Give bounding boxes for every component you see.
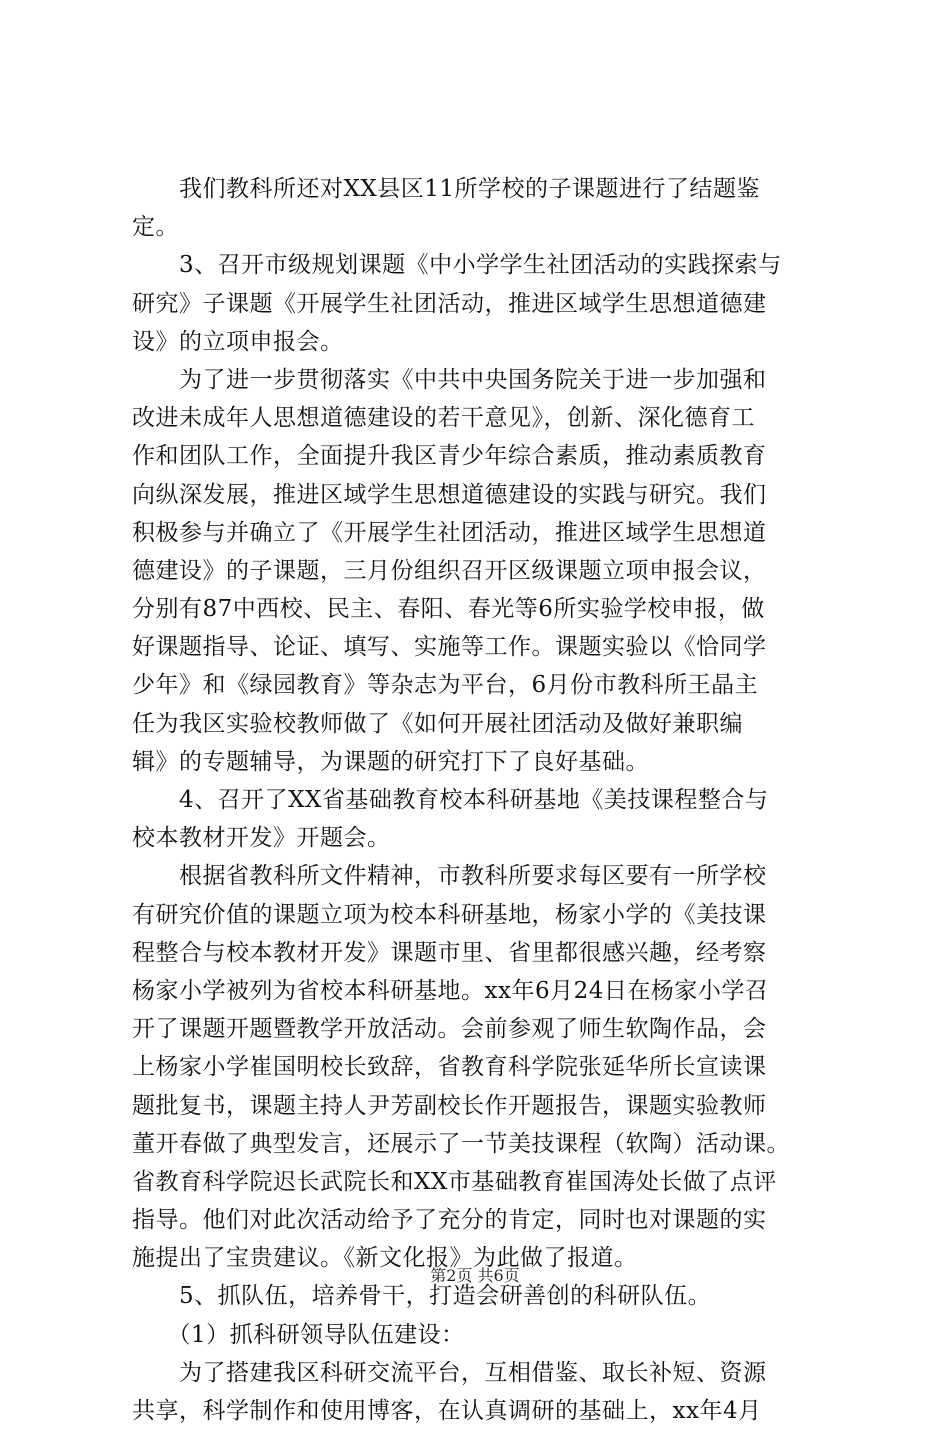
text-line: 校本教材开发》开题会。 bbox=[132, 825, 391, 852]
text-line: 为了搭建我区科研交流平台，互相借鉴、取长补短、资源 bbox=[132, 1359, 767, 1386]
text-line: 设》的立项申报会。 bbox=[132, 328, 344, 355]
text-line: 4、召开了XX省基础教育校本科研基地《美技课程整合与 bbox=[132, 787, 769, 813]
text-line: 5、抓队伍，培养骨干，打造会研善创的科研队伍。 bbox=[132, 1283, 712, 1310]
text-line: 题批复书，课题主持人尹芳副校长作开题报告，课题实验教师 bbox=[132, 1092, 767, 1119]
text-line: 分别有87中西校、民主、春阳、春光等6所实验学校申报，做 bbox=[132, 596, 765, 623]
text-line: 根据省教科所文件精神，市教科所要求每区要有一所学校 bbox=[132, 863, 767, 890]
text-line: （1）抓科研领导队伍建设： bbox=[132, 1321, 465, 1348]
text-line: 任为我区实验校教师做了《如何开展社团活动及做好兼职编 bbox=[132, 710, 743, 737]
text-line: 研究》子课题《开展学生社团活动，推进区域学生思想道德建 bbox=[132, 290, 767, 317]
text-line: 董开春做了典型发言，还展示了一节美技课程（软陶）活动课。 bbox=[132, 1130, 790, 1157]
text-line: 施提出了宝贵建议。《新文化报》为此做了报道。 bbox=[132, 1245, 638, 1272]
text-line: 我们教科所还对XX县区11所学校的子课题进行了结题鉴 bbox=[132, 176, 761, 202]
text-line: 少年》和《绿园教育》等杂志为平台，6月份市教科所王晶主 bbox=[132, 672, 759, 699]
text-line: 作和团队工作，全面提升我区青少年综合素质，推动素质教育 bbox=[132, 443, 767, 470]
text-line: 为了进一步贯彻落实《中共中央国务院关于进一步加强和 bbox=[132, 366, 767, 393]
text-line: 3、召开市级规划课题《中小学学生社团活动的实践探索与 bbox=[132, 252, 782, 279]
text-line: 省教育科学院迟长武院长和XX市基础教育崔国涛处长做了点评 bbox=[132, 1168, 777, 1195]
text-line: 德建设》的子课题，三月份组织召开区级课题立项申报会议， bbox=[132, 557, 767, 584]
page-footer: 第2页 共6页 bbox=[430, 1266, 520, 1285]
text-line: 程整合与校本教材开发》课题市里、省里都很感兴趣，经考察 bbox=[132, 939, 767, 966]
text-line: 杨家小学被列为省校本科研基地。xx年6月24日在杨家小学召 bbox=[132, 977, 769, 1004]
text-line: 辑》的专题辅导，为课题的研究打下了良好基础。 bbox=[132, 748, 649, 775]
document-body bbox=[132, 170, 840, 1430]
text-line: 有研究价值的课题立项为校本科研基地，杨家小学的《美技课 bbox=[132, 901, 767, 928]
text-line: 指导。他们对此次活动给予了充分的肯定，同时也对课题的实 bbox=[132, 1207, 767, 1234]
text-line: 开了课题开题暨教学开放活动。会前参观了师生软陶作品，会 bbox=[132, 1016, 767, 1043]
text-line: 上杨家小学崔国明校长致辞，省教育科学院张延华所长宣读课 bbox=[132, 1054, 767, 1081]
text-line: 改进未成年人思想道德建设的若干意见》，创新、深化德育工 bbox=[132, 405, 755, 432]
text-line: 共享，科学制作和使用博客，在认真调研的基础上，xx年4月 bbox=[132, 1398, 762, 1424]
text-line: 向纵深发展，推进区域学生思想道德建设的实践与研究。我们 bbox=[132, 481, 767, 508]
text-line: 定。 bbox=[132, 214, 179, 241]
text-line: 积极参与并确立了《开展学生社团活动，推进区域学生思想道 bbox=[132, 519, 767, 546]
text-line: 好课题指导、论证、填写、实施等工作。课题实验以《恰同学 bbox=[132, 634, 767, 661]
